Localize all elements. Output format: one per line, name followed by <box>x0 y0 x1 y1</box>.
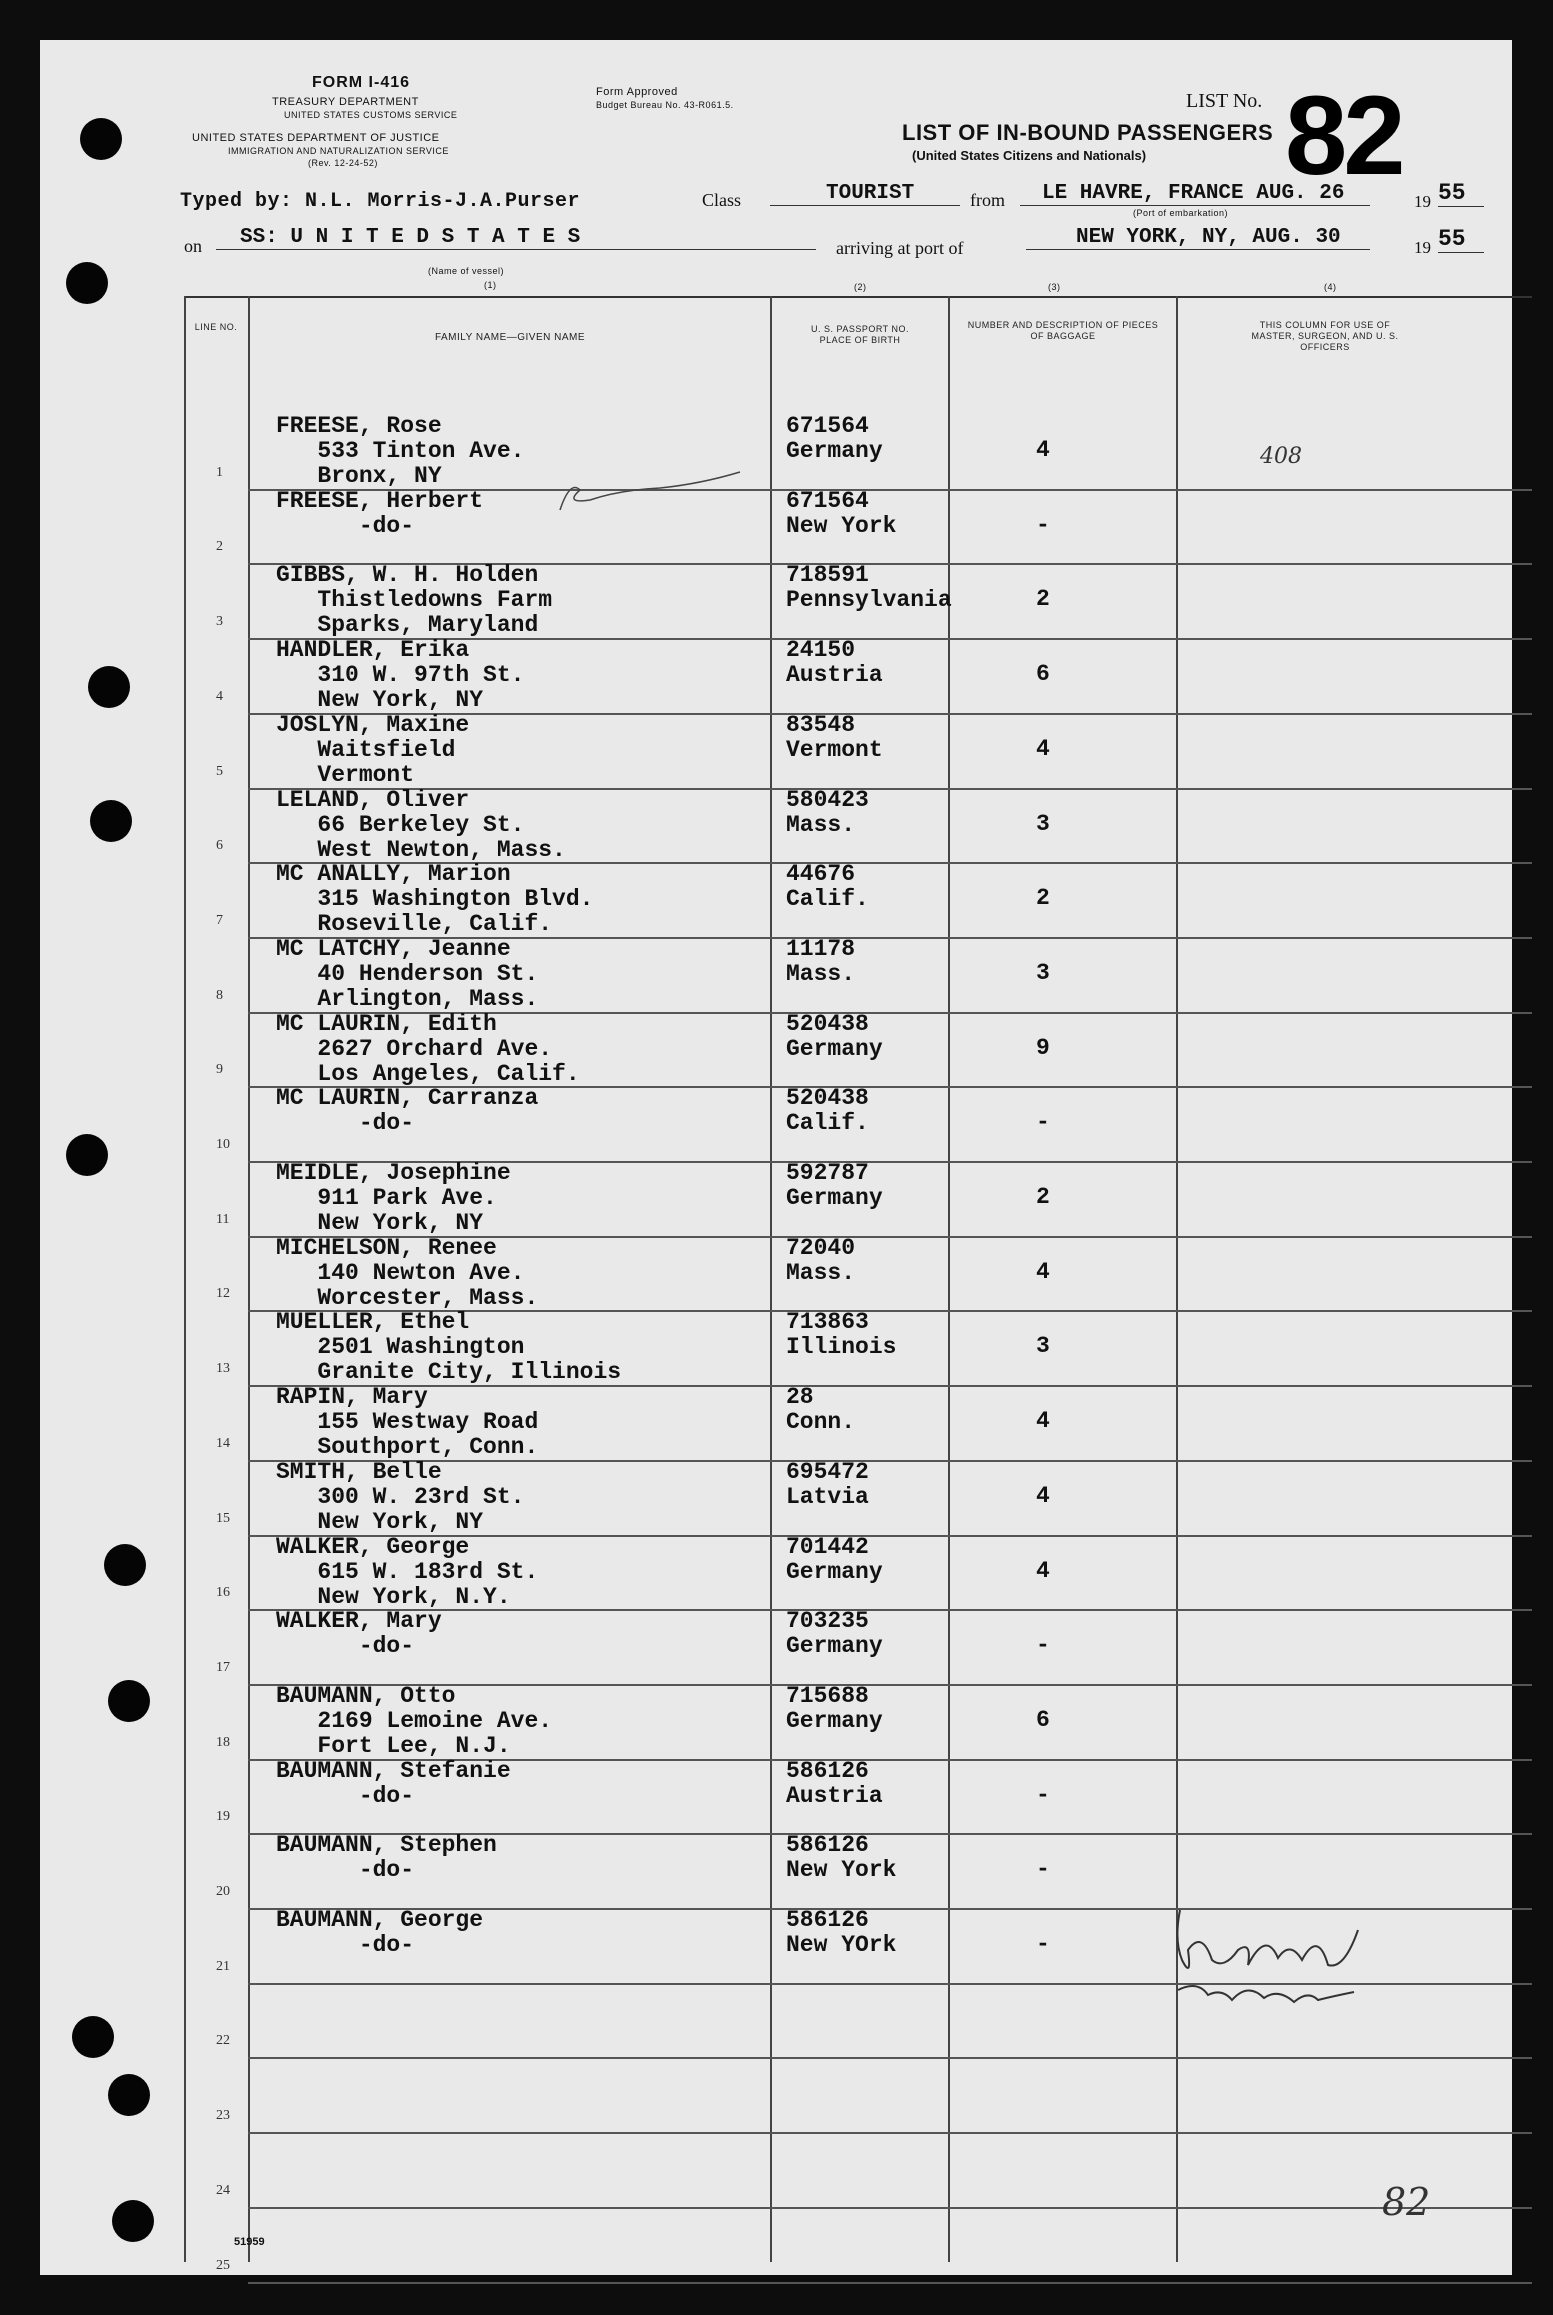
passenger-name-address: FREESE, Herbert -do- <box>276 487 484 539</box>
passenger-name-address: MC LAURIN, Edith 2627 Orchard Ave. Los Angeles, Calif. <box>276 1010 580 1087</box>
col-marker-4: (4) <box>1324 282 1337 292</box>
line-number: 25 <box>216 2257 230 2273</box>
passenger-name-address: MICHELSON, Renee 140 Newton Ave. Worcester, Mass. <box>276 1234 539 1311</box>
line-number: 13 <box>216 1361 230 1377</box>
baggage-count: 4 <box>1036 1258 1050 1285</box>
line-number: 15 <box>216 1510 230 1526</box>
header-name: FAMILY NAME—GIVEN NAME <box>434 332 586 343</box>
passenger-name-address: HANDLER, Erika 310 W. 97th St. New York, NY <box>276 637 525 714</box>
officer-note: 408 <box>1260 444 1302 469</box>
baggage-count: 4 <box>1036 1557 1050 1584</box>
line-number: 22 <box>216 2033 230 2049</box>
list-subtitle: (United States Citizens and Nationals) <box>912 148 1147 163</box>
col-marker-1: (1) <box>484 280 497 290</box>
line-number: 4 <box>216 688 223 704</box>
list-number: 82 <box>1285 73 1402 198</box>
dept-treasury: TREASURY DEPARTMENT <box>272 96 419 108</box>
list-label: LIST No. <box>1186 90 1263 112</box>
footer-code: 51959 <box>234 2236 265 2248</box>
dept-justice: UNITED STATES DEPARTMENT OF JUSTICE <box>192 132 440 144</box>
passenger-name-address: MEIDLE, Josephine 911 Park Ave. New York, NY <box>276 1160 511 1236</box>
header-baggage: NUMBER AND DESCRIPTION OF PIECES OF BAGGAGE <box>967 320 1159 341</box>
vessel-name: SS: U N I T E D S T A T E S <box>216 226 816 250</box>
baggage-count: - <box>1036 1931 1050 1957</box>
punch-hole <box>112 2200 154 2242</box>
budget-bureau: Budget Bureau No. 43-R061.5. <box>596 100 734 110</box>
from-label: from <box>970 190 1005 210</box>
passenger-name-address: BAUMANN, Stefanie -do- <box>276 1757 511 1809</box>
passenger-name-address: BAUMANN, George -do- <box>276 1907 484 1958</box>
page-number: 82 <box>1382 2180 1431 2224</box>
row-divider <box>248 2132 1532 2134</box>
arrive-year: 55 <box>1438 226 1484 253</box>
punch-hole <box>88 666 130 708</box>
header-passport: U. S. PASSPORT NO. PLACE OF BIRTH <box>810 324 910 345</box>
immigration-service: IMMIGRATION AND NATURALIZATION SERVICE <box>228 146 449 156</box>
from-year-prefix: 19 <box>1414 192 1431 211</box>
passport-birthplace: 83548 Vermont <box>786 711 883 763</box>
passport-birthplace: 72040 Mass. <box>786 1234 856 1286</box>
passport-birthplace: 713863 Illinois <box>786 1309 897 1361</box>
class-label: Class <box>702 190 742 210</box>
form-number: FORM I-416 <box>312 74 411 91</box>
baggage-count: 6 <box>1036 1706 1050 1733</box>
passport-birthplace: 24150 Austria <box>786 637 883 689</box>
passenger-name-address: WALKER, Mary -do- <box>276 1608 442 1660</box>
list-title: LIST OF IN-BOUND PASSENGERS <box>902 120 1274 145</box>
passenger-name-address: MC LAURIN, Carranza -do- <box>276 1085 539 1137</box>
passport-birthplace: 586126 New YOrk <box>786 1907 897 1958</box>
header-line-no: LINE NO. <box>194 322 238 332</box>
passenger-name-address: LELAND, Oliver 66 Berkeley St. West Newton, Mass. <box>276 786 566 863</box>
from-year: 55 <box>1438 180 1484 207</box>
vessel-caption: (Name of vessel) <box>428 266 505 276</box>
row-divider <box>248 2057 1532 2059</box>
punch-hole <box>90 800 132 842</box>
col-marker-3: (3) <box>1048 282 1061 292</box>
from-value: LE HAVRE, FRANCE AUG. 26 <box>1020 182 1370 206</box>
customs-service: UNITED STATES CUSTOMS SERVICE <box>284 110 458 120</box>
header-officers: THIS COLUMN FOR USE OF MASTER, SURGEON, AND U. S. OFFICERS <box>1251 320 1399 352</box>
baggage-count: 4 <box>1036 437 1050 463</box>
passport-birthplace: 28 Conn. <box>786 1384 856 1436</box>
line-number: 12 <box>216 1286 230 1302</box>
punch-hole <box>104 1544 146 1586</box>
baggage-count: 4 <box>1036 1482 1050 1509</box>
passenger-name-address: BAUMANN, Stephen -do- <box>276 1832 497 1884</box>
arriving-label: arriving at port of <box>836 238 964 258</box>
passport-birthplace: 586126 New York <box>786 1832 897 1884</box>
passport-birthplace: 592787 Germany <box>786 1160 883 1211</box>
initials-mark <box>540 460 770 520</box>
baggage-count: 2 <box>1036 586 1050 613</box>
line-number: 20 <box>216 1884 230 1899</box>
line-number: 23 <box>216 2108 230 2124</box>
baggage-count: 2 <box>1036 885 1050 912</box>
line-number: 9 <box>216 1062 223 1078</box>
passport-birthplace: 695472 Latvia <box>786 1458 869 1510</box>
baggage-count: - <box>1036 1781 1050 1808</box>
line-number: 10 <box>216 1137 230 1152</box>
passenger-name-address: MC LATCHY, Jeanne 40 Henderson St. Arlington, Mass. <box>276 935 539 1012</box>
row-divider <box>248 2282 1532 2284</box>
passenger-name-address: SMITH, Belle 300 W. 23rd St. New York, NY <box>276 1458 525 1535</box>
col-marker-2: (2) <box>854 282 867 292</box>
punch-hole <box>66 262 108 304</box>
passport-birthplace: 701442 Germany <box>786 1533 883 1585</box>
passenger-name-address: MC ANALLY, Marion 315 Washington Blvd. Roseville, Calif. <box>276 861 594 938</box>
passport-birthplace: 11178 Mass. <box>786 935 856 987</box>
row-divider <box>248 2207 1532 2209</box>
line-number: 3 <box>216 614 223 630</box>
document-page <box>40 40 1512 2275</box>
passport-birthplace: 520438 Calif. <box>786 1085 869 1137</box>
passenger-name-address: FREESE, Rose 533 Tinton Ave. Bronx, NY <box>276 413 525 489</box>
passenger-name-address: MUELLER, Ethel 2501 Washington Granite City, Illinois <box>276 1309 622 1386</box>
passport-birthplace: 580423 Mass. <box>786 786 869 838</box>
class-value: TOURIST <box>770 182 960 206</box>
passport-birthplace: 703235 Germany <box>786 1608 883 1660</box>
revision: (Rev. 12-24-52) <box>308 158 378 168</box>
punch-hole <box>80 118 122 160</box>
line-number: 7 <box>216 912 223 928</box>
baggage-count: - <box>1036 1632 1050 1659</box>
punch-hole <box>72 2016 114 2058</box>
baggage-count: 2 <box>1036 1184 1050 1210</box>
passport-birthplace: 718591 Pennsylvania <box>786 562 952 614</box>
punch-hole <box>108 1680 150 1722</box>
passport-birthplace: 671564 Germany <box>786 413 883 464</box>
baggage-count: - <box>1036 1856 1050 1883</box>
arrive-year-prefix: 19 <box>1414 238 1431 257</box>
line-number: 6 <box>216 838 223 854</box>
passport-birthplace: 715688 Germany <box>786 1682 883 1734</box>
baggage-count: 4 <box>1036 1408 1050 1435</box>
baggage-count: 9 <box>1036 1034 1050 1061</box>
officer-signature <box>1168 1870 1468 2050</box>
typed-by: Typed by: N.L. Morris-J.A.Purser <box>180 190 581 213</box>
passport-birthplace: 520438 Germany <box>786 1010 883 1062</box>
line-number: 8 <box>216 987 223 1003</box>
line-number: 21 <box>216 1958 230 1974</box>
line-number: 16 <box>216 1585 230 1601</box>
line-number: 5 <box>216 763 223 779</box>
baggage-count: 6 <box>1036 661 1050 688</box>
arriving-value: NEW YORK, NY, AUG. 30 <box>1026 226 1370 250</box>
passenger-name-address: RAPIN, Mary 155 Westway Road Southport, Conn. <box>276 1384 539 1461</box>
port-embark-caption: (Port of embarkation) <box>1133 208 1229 218</box>
line-number: 19 <box>216 1809 230 1825</box>
passenger-name-address: GIBBS, W. H. Holden Thistledowns Farm Sparks, Maryland <box>276 562 553 639</box>
baggage-count: - <box>1036 1109 1050 1136</box>
passport-birthplace: 586126 Austria <box>786 1757 883 1809</box>
baggage-count: 3 <box>1036 1333 1050 1360</box>
line-number: 24 <box>216 2182 230 2198</box>
line-number: 18 <box>216 1734 230 1750</box>
punch-hole <box>66 1134 108 1176</box>
passenger-name-address: WALKER, George 615 W. 183rd St. New York, N.Y. <box>276 1533 539 1610</box>
line-number: 14 <box>216 1435 230 1451</box>
line-number: 1 <box>216 464 223 480</box>
line-number: 11 <box>216 1211 230 1227</box>
line-number: 17 <box>216 1659 230 1675</box>
baggage-count: - <box>1036 511 1050 538</box>
baggage-count: 4 <box>1036 735 1050 762</box>
baggage-count: 3 <box>1036 959 1050 986</box>
line-number: 2 <box>216 539 223 555</box>
baggage-count: 3 <box>1036 810 1050 837</box>
passport-birthplace: 44676 Calif. <box>786 861 869 913</box>
passenger-name-address: BAUMANN, Otto 2169 Lemoine Ave. Fort Lee, N.J. <box>276 1682 553 1759</box>
punch-hole <box>108 2074 150 2116</box>
passport-birthplace: 671564 New York <box>786 487 897 539</box>
on-label: on <box>184 236 202 256</box>
form-approved: Form Approved <box>596 86 678 98</box>
passenger-name-address: JOSLYN, Maxine Waitsfield Vermont <box>276 711 470 788</box>
